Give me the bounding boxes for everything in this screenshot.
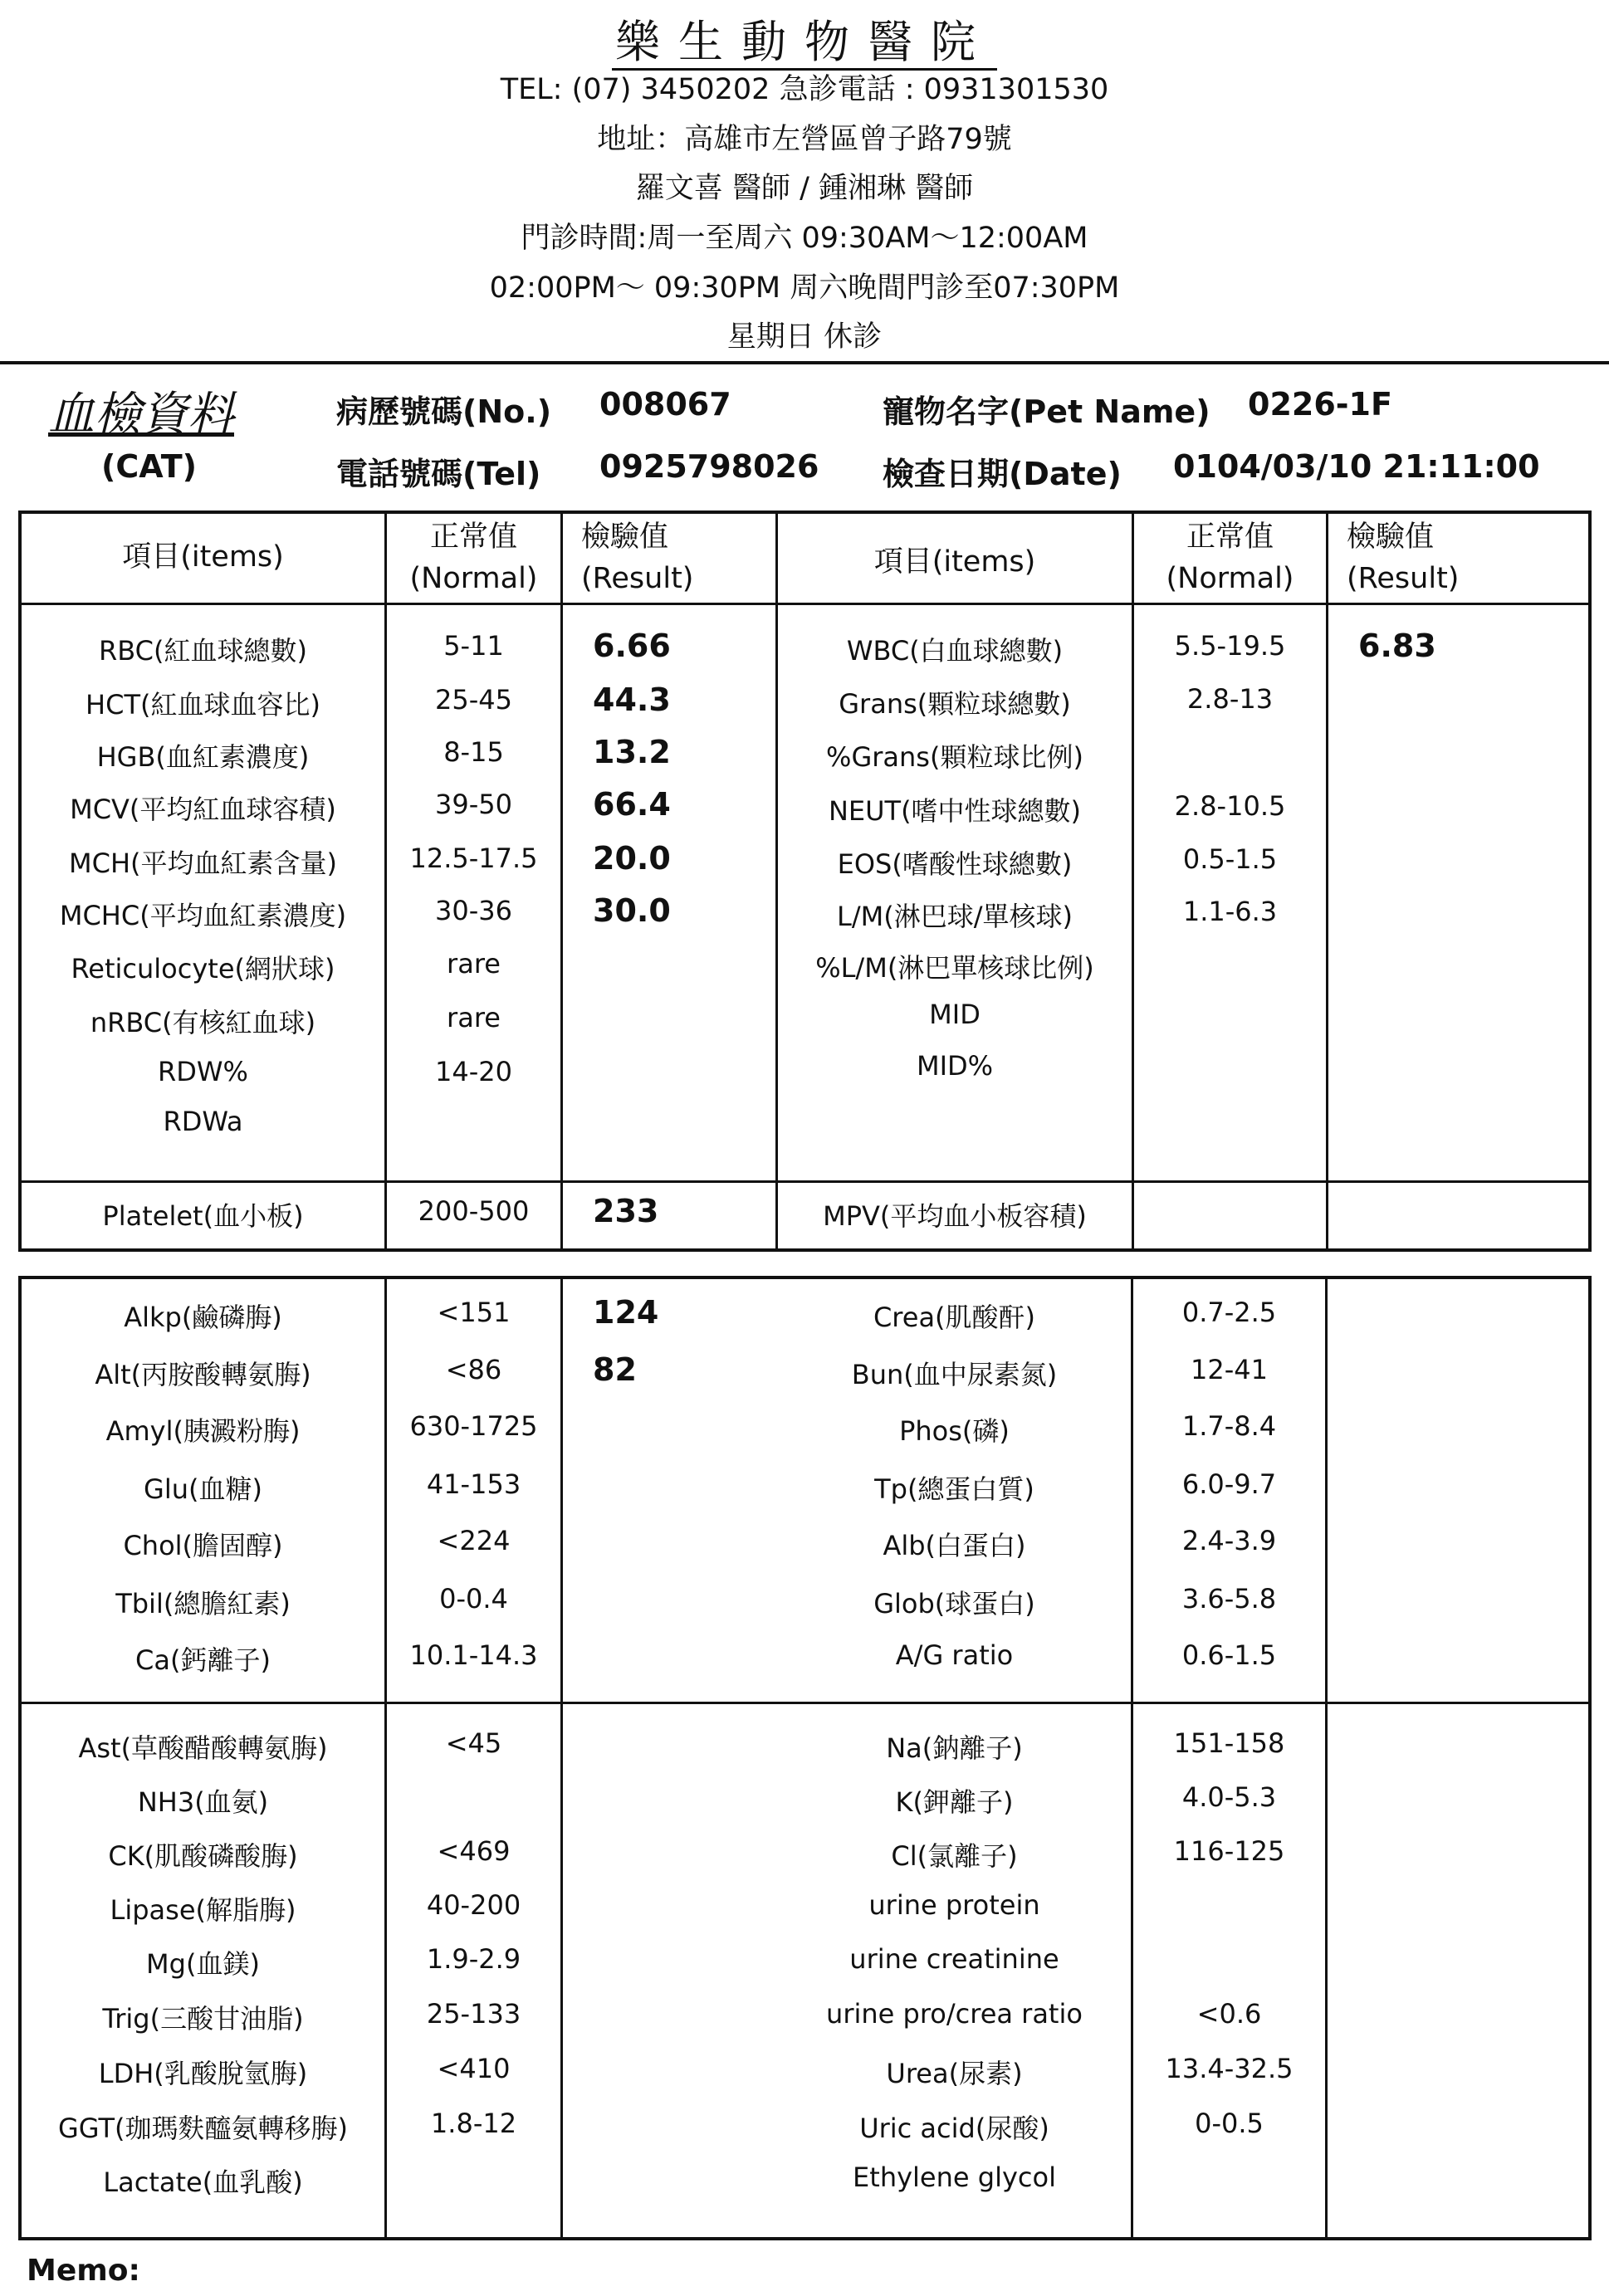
test-normal-range: 12.5-17.5 [409, 843, 538, 874]
col-header-normal-line2: (Normal) [409, 562, 538, 595]
test-item-name: CK(肌酸磷酸脢) [108, 1840, 298, 1872]
test-normal-range: 10.1-14.3 [409, 1639, 538, 1671]
col-header-normal-line1: 正常值 [429, 520, 517, 554]
test-item-name: GGT(珈瑪麩醯氨轉移脢) [58, 2113, 348, 2144]
col-header-result-line1: 檢驗值 [581, 520, 669, 554]
test-normal-range: 25-133 [426, 1998, 521, 2030]
record-no-label: 病歷號碼(No.) [336, 393, 552, 430]
test-item-name: urine protein [868, 1889, 1040, 1921]
test-normal-range: 1.8-12 [430, 2108, 517, 2139]
test-item-name: Tp(總蛋白質) [874, 1473, 1034, 1505]
test-item-name: Chol(膽固醇) [123, 1530, 283, 1561]
test-normal-range: <410 [437, 2053, 511, 2084]
cbc-col-divider [560, 514, 563, 1248]
test-item-name: MCV(平均紅血球容積) [70, 794, 336, 825]
test-item-name: MID% [916, 1050, 994, 1082]
test-result-value: 66.4 [593, 786, 671, 823]
test-result-value: 82 [593, 1351, 637, 1388]
test-item-name: Bun(血中尿素氮) [851, 1359, 1058, 1390]
test-normal-range: 25-45 [435, 684, 512, 716]
test-normal-range: 5-11 [443, 630, 504, 662]
test-item-name: Tbil(總膽紅素) [115, 1588, 291, 1619]
test-item-name: urine creatinine [849, 1943, 1059, 1975]
test-normal-range: 116-125 [1173, 1835, 1285, 1867]
test-normal-range: 41-153 [426, 1468, 521, 1500]
test-normal-range: 6.0-9.7 [1181, 1468, 1277, 1500]
test-item-name: Reticulocyte(網狀球) [71, 953, 335, 984]
test-normal-range: rare [447, 1002, 501, 1033]
test-item-name: %Grans(顆粒球比例) [826, 741, 1083, 773]
test-normal-range: rare [447, 948, 501, 979]
clinic-hours-line-1: 門診時間:周一至周六 09:30AM～12:00AM [521, 222, 1088, 255]
pet-name-value: 0226-1F [1248, 386, 1392, 423]
test-item-name: RDW% [158, 1056, 248, 1087]
date-value: 0104/03/10 21:11:00 [1173, 448, 1540, 485]
test-item-name: MPV(平均血小板容積) [823, 1200, 1087, 1232]
test-item-name: Na(鈉離子) [886, 1732, 1023, 1764]
test-item-name: Lactate(血乳酸) [103, 2167, 303, 2198]
test-result-value: 30.0 [593, 892, 671, 929]
test-item-name: Urea(尿素) [886, 2058, 1023, 2089]
cbc-platelet-divider [22, 1180, 1588, 1183]
test-item-name: Ethylene glycol [853, 2162, 1056, 2193]
test-item-name: Cl(氯離子) [891, 1840, 1018, 1872]
test-item-name: Crea(肌酸酐) [873, 1302, 1036, 1333]
test-item-name: HCT(紅血球血容比) [86, 689, 320, 721]
test-normal-range: 1.1-6.3 [1182, 896, 1278, 927]
test-item-name: LDH(乳酸脫氫脢) [98, 2058, 308, 2089]
test-normal-range: 12-41 [1191, 1354, 1268, 1385]
col-header-normal-line1: 正常值 [1186, 520, 1274, 554]
test-item-name: Alkp(鹼磷脢) [124, 1302, 282, 1333]
test-item-name: MCHC(平均血紅素濃度) [59, 900, 347, 931]
test-normal-range: <86 [445, 1354, 502, 1385]
test-normal-range: 13.4-32.5 [1165, 2053, 1294, 2084]
test-result-value: 124 [593, 1294, 659, 1331]
test-normal-range: 0.6-1.5 [1181, 1639, 1277, 1671]
test-item-name: Uric acid(尿酸) [859, 2113, 1049, 2144]
test-item-name: NEUT(嗜中性球總數) [828, 795, 1082, 827]
col-header-result [563, 516, 775, 599]
test-item-name: A/G ratio [895, 1639, 1014, 1671]
test-normal-range: <0.6 [1196, 1998, 1262, 2030]
header-divider [0, 361, 1609, 364]
test-normal-range: 2.8-10.5 [1174, 790, 1286, 822]
chem-col-divider [560, 1279, 563, 2237]
test-item-name: RBC(紅血球總數) [99, 635, 307, 667]
test-normal-range: 0.5-1.5 [1182, 843, 1278, 875]
col-header-items-right: 項目(items) [873, 545, 1036, 579]
pet-name-label: 寵物名字(Pet Name) [883, 393, 1210, 430]
test-item-name: Platelet(血小板) [102, 1200, 304, 1232]
test-item-name: Trig(三酸甘油脂) [102, 2003, 304, 2035]
col-header-result-right [1328, 516, 1577, 599]
form-title: 血檢資料 [48, 388, 234, 442]
test-item-name: RDWa [163, 1106, 243, 1137]
test-item-name: Lipase(解脂脢) [110, 1894, 296, 1926]
test-normal-range: 2.8-13 [1186, 683, 1274, 715]
test-item-name: NH3(血氨) [137, 1786, 269, 1818]
test-normal-range: 1.9-2.9 [426, 1943, 521, 1975]
test-normal-range: 2.4-3.9 [1181, 1525, 1277, 1556]
record-no-value: 008067 [599, 386, 731, 423]
test-item-name: K(鉀離子) [895, 1786, 1014, 1818]
clinic-closed-line: 星期日 休診 [726, 320, 883, 354]
test-normal-range: 151-158 [1173, 1727, 1285, 1759]
date-label: 檢查日期(Date) [883, 456, 1122, 492]
col-header-result-line2: (Result) [1347, 562, 1460, 595]
clinic-hours-line-2: 02:00PM～ 09:30PM 周六晚間門診至07:30PM [489, 271, 1120, 305]
col-header-normal-line2: (Normal) [1166, 562, 1294, 595]
clinic-doctors-line: 羅文喜 醫師 / 鍾湘琳 醫師 [635, 172, 974, 205]
test-item-name: Ca(鈣離子) [135, 1644, 271, 1676]
test-normal-range: 200-500 [418, 1195, 530, 1227]
test-normal-range: 14-20 [435, 1056, 512, 1087]
test-normal-range: 3.6-5.8 [1181, 1583, 1277, 1615]
test-item-name: MID [929, 999, 981, 1030]
test-normal-range: <469 [437, 1835, 511, 1867]
test-normal-range: <45 [445, 1727, 502, 1759]
test-normal-range: 30-36 [435, 895, 512, 926]
cbc-col-divider [1326, 514, 1328, 1248]
species-label: (CAT) [101, 448, 198, 485]
test-normal-range: 40-200 [426, 1889, 521, 1921]
test-item-name: WBC(白血球總數) [846, 635, 1064, 667]
test-item-name: L/M(淋巴球/單核球) [837, 901, 1073, 932]
chem-section-divider [22, 1702, 1588, 1704]
test-normal-range: 8-15 [443, 736, 504, 768]
cbc-table [18, 510, 1592, 1252]
test-normal-range: <224 [437, 1525, 511, 1556]
test-result-value: 20.0 [593, 840, 671, 877]
memo-label: Memo: [27, 2254, 140, 2288]
test-item-name: Phos(磷) [899, 1415, 1010, 1447]
test-result-value: 13.2 [593, 734, 671, 770]
test-item-name: Ast(草酸醋酸轉氨脢) [78, 1732, 328, 1764]
test-item-name: Glob(球蛋白) [873, 1588, 1035, 1619]
test-item-name: Grans(顆粒球總數) [839, 688, 1071, 720]
clinic-name [0, 7, 1609, 71]
col-header-result-line2: (Result) [581, 562, 694, 595]
test-item-name: MCH(平均血紅素含量) [69, 848, 337, 879]
test-result-value: 233 [593, 1193, 659, 1229]
chemistry-table [18, 1276, 1592, 2240]
cbc-col-divider [1132, 514, 1134, 1248]
test-item-name: Alt(丙胺酸轉氨脢) [95, 1359, 311, 1390]
test-item-name: urine pro/crea ratio [826, 1998, 1083, 2030]
clinic-address-line: 地址：高雄市左營區曾子路79號 [597, 123, 1012, 156]
test-item-name: %L/M(淋巴單核球比例) [815, 952, 1094, 984]
test-normal-range: 5.5-19.5 [1174, 630, 1286, 662]
col-header-normal-right [1134, 516, 1326, 599]
tel-label: 電話號碼(Tel) [336, 456, 541, 492]
test-item-name: Glu(血糖) [144, 1473, 262, 1505]
test-item-name: nRBC(有核紅血球) [90, 1007, 316, 1038]
col-header-normal [387, 516, 560, 599]
cbc-col-divider [384, 514, 387, 1248]
test-normal-range: 630-1725 [409, 1410, 538, 1442]
test-normal-range: 0-0.5 [1195, 2108, 1264, 2139]
clinic-name-text: 樂生動物醫院 [612, 16, 997, 71]
test-normal-range: 1.7-8.4 [1181, 1410, 1277, 1442]
test-normal-range: 39-50 [435, 789, 512, 820]
test-item-name: Alb(白蛋白) [883, 1530, 1026, 1561]
test-normal-range: 0-0.4 [439, 1583, 508, 1615]
test-normal-range: 4.0-5.3 [1181, 1781, 1277, 1813]
test-item-name: Mg(血鎂) [146, 1948, 260, 1980]
col-header-result-line1: 檢驗值 [1347, 520, 1435, 554]
test-result-value: 44.3 [593, 681, 671, 718]
cbc-header-divider [22, 603, 1588, 605]
test-result-value: 6.83 [1358, 628, 1436, 664]
test-normal-range: 0.7-2.5 [1181, 1297, 1277, 1328]
col-header-items: 項目(items) [122, 540, 284, 574]
tel-value: 0925798026 [599, 448, 819, 485]
test-result-value: 6.66 [593, 628, 671, 664]
test-normal-range: <151 [437, 1297, 511, 1328]
test-item-name: Amyl(胰澱粉脢) [105, 1415, 301, 1447]
chem-col-divider [1325, 1279, 1328, 2237]
clinic-phone-line: TEL: (07) 3450202 急診電話 : 0931301530 [500, 73, 1109, 106]
test-item-name: EOS(嗜酸性球總數) [837, 848, 1073, 880]
test-item-name: HGB(血紅素濃度) [96, 741, 310, 773]
